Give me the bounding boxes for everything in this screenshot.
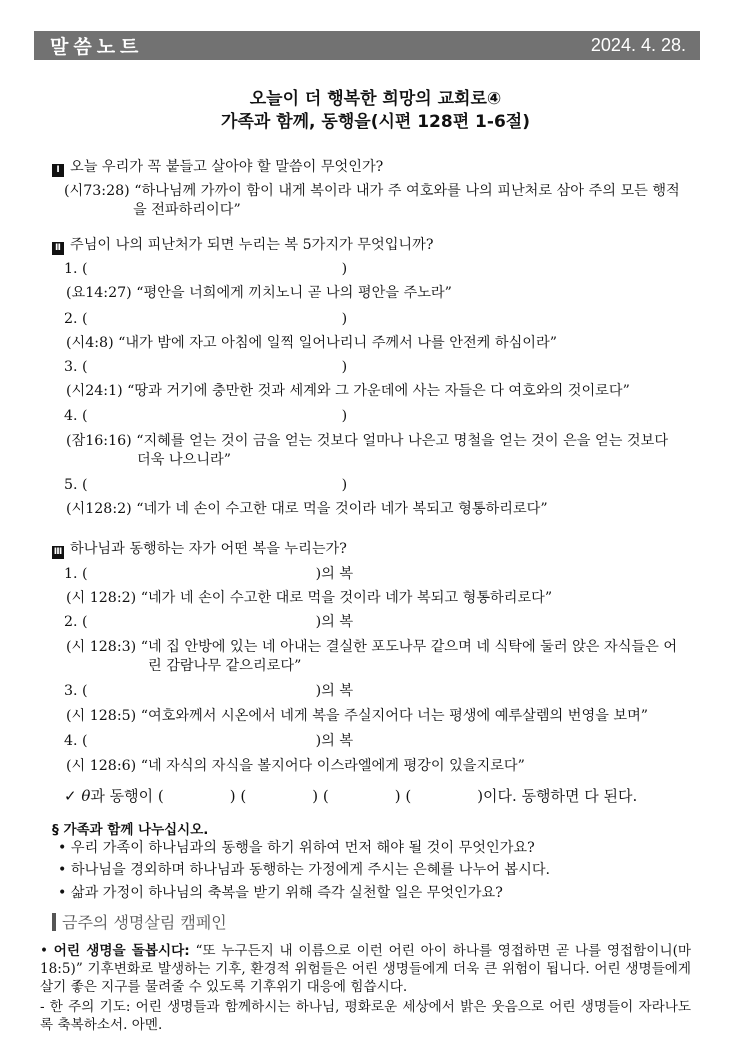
prayer-text: 한 주의 기도: 어린 생명들과 함께하시는 하나님, 평화로운 세상에서 밝은 웃음으로 어린 생명들이 자라나도록 축복하소서. 아멘. (40, 999, 691, 1033)
section-2-marker: Ⅱ (52, 242, 64, 255)
section-2-item-5: 5. ( ) (64, 477, 348, 493)
section-3-verse-3: (시 128:5) “여호와께서 시온에서 네게 복을 주실지어다 너는 평생에 예루살렘의 번영을 보며” (66, 708, 649, 724)
discussion-bullet-3: • 삶과 가정이 하나님의 축복을 받기 위해 즉각 실천할 일은 무엇인가요? (58, 885, 503, 901)
campaign-heading-text: 금주의 생명살림 캠페인 (62, 913, 227, 932)
header-date: 2024. 4. 28. (590, 35, 686, 55)
campaign-heading-bar (52, 913, 56, 931)
section-2-verse-2: (시4:8) “내가 밤에 자고 아침에 일찍 일어나리니 주께서 나를 안전케 하심이라” (66, 335, 557, 351)
section-3-item-2: 2. ( )의 복 (64, 614, 354, 630)
prayer-dash: - (40, 999, 45, 1015)
check-icon: ✓ (64, 787, 77, 805)
verse-ref: (시73:28) (64, 183, 130, 199)
section-2-verse-4: (잠16:16) “지혜를 얻는 것이 금을 얻는 것보다 얼마나 나은고 명철을 얻는 것이 은을 얻는 것보다 (66, 433, 669, 449)
section-3-verse-1: (시 128:2) “네가 네 손이 수고한 대로 먹을 것이라 네가 복되고 형통하리로다” (66, 590, 553, 606)
theta-symbol: θ (81, 787, 91, 805)
campaign-lead: 어린 생명을 돌봅시다: (53, 943, 190, 959)
section-3-verse-4: (시 128:6) “네 자식의 자식을 볼지어다 이스라엘에게 평강이 있을지로다” (66, 758, 525, 774)
section-1-question-text: 오늘 우리가 꼭 붙들고 살아야 할 말씀이 무엇인가? (70, 159, 384, 175)
section-1-marker: Ⅰ (52, 164, 64, 177)
section-2-item-2: 2. ( ) (64, 311, 348, 327)
campaign-heading (52, 910, 227, 933)
header-title: 말씀노트 (50, 36, 144, 58)
section-1-verse-cont: 을 전파하리이다” (133, 202, 241, 218)
verse-text: “하나님께 가까이 함이 내게 복이라 내가 주 여호와를 나의 피난처로 삼아 주의 모든 행적 (134, 183, 680, 199)
section-3-item-4: 4. ( )의 복 (64, 733, 354, 749)
campaign-paragraph (40, 942, 691, 996)
section-3-marker: Ⅲ (53, 547, 63, 557)
section-2-verse-3: (시24:1) “땅과 거기에 충만한 것과 세계와 그 가운데에 사는 자들은 다 여호와의 것이로다” (66, 383, 630, 399)
section-3-verse-2: (시 128:3) “네 집 안방에 있는 네 아내는 결실한 포도나무 같으며 네 식탁에 둘러 앉은 자식들은 어 (66, 639, 678, 655)
section-3-question-text: 하나님과 동행하는 자가 어떤 복을 누리는가? (70, 541, 347, 557)
sermon-title: 오늘이 더 행복한 희망의 교회로④ (249, 89, 502, 109)
section-2-verse-5: (시128:2) “네가 네 손이 수고한 대로 먹을 것이라 네가 복되고 형통하리로다” (66, 501, 548, 517)
section-2-question-text: 주님이 나의 피난처가 되면 누리는 복 5가지가 무엇입니까? (70, 237, 434, 253)
section-2-verse-4-cont: 더욱 나으니라” (137, 452, 231, 468)
campaign-body: “또 누구든지 내 이름으로 이런 어린 아이 하나를 영접하면 곧 나를 영접함이니(마 18:5)” 기후변화로 발생하는 기후, 환경적 위험들은 어린 생명들에게 더욱 큰 위험이 됩니다. 어린 생명들에게 살기 좋은 지구를 물려줄 수 있도록 기후위기 대응에 힘씁시다. (40, 943, 692, 995)
campaign-prayer (40, 998, 691, 1034)
section-3-item-3: 3. ( )의 복 (64, 683, 354, 699)
header-bar (34, 31, 700, 60)
discussion-heading: § 가족과 함께 나누십시오. (52, 822, 209, 838)
section-3-summary: ✓ θ과 동행이 ( ) ( ) ( ) ( )이다. 동행하면 다 된다. (64, 787, 638, 805)
section-2-question (52, 236, 433, 255)
sermon-subtitle: 가족과 함께, 동행을(시편 128편 1-6절) (221, 112, 530, 132)
section-2-item-3: 3. ( ) (64, 359, 348, 375)
discussion-bullet-2: • 하나님을 경외하며 하나님과 동행하는 가정에게 주시는 은혜를 나누어 봅시다. (58, 862, 551, 878)
section-3-question (52, 540, 347, 559)
section-1-verse (64, 182, 680, 201)
campaign-bullet: • (40, 943, 49, 959)
section-2-verse-1: (요14:27) “평안을 너희에게 끼치노니 곧 나의 평안을 주노라” (66, 285, 452, 301)
section-2-item-1: 1. ( ) (64, 261, 348, 277)
section-2-item-4: 4. ( ) (64, 408, 348, 424)
section-3-verse-2-cont: 린 감람나무 같으리로다” (148, 658, 302, 674)
discussion-bullet-1: • 우리 가족이 하나님과의 동행을 하기 위하여 먼저 해야 될 것이 무엇인가요? (58, 840, 535, 856)
section-1-question (52, 158, 383, 177)
section-3-item-1: 1. ( )의 복 (64, 566, 354, 582)
